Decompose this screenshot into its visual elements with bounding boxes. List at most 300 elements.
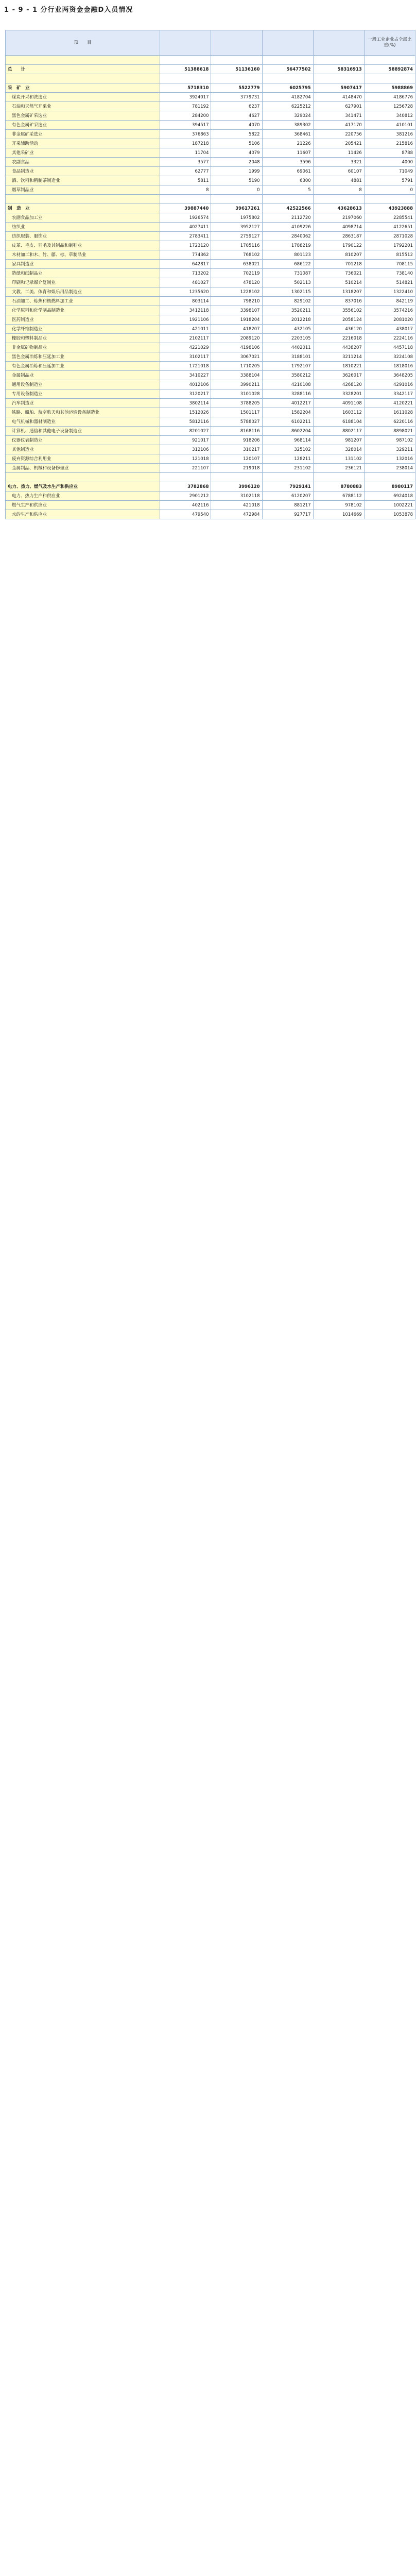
row-label-text: 造纸和纸制品业: [12, 270, 43, 276]
row-value: 2863187: [313, 232, 364, 241]
row-value: 927717: [262, 510, 313, 519]
row-value: 2759127: [211, 232, 262, 241]
row-value: 6102211: [262, 417, 313, 427]
row-label-text: 酒、饮料和精制茶制造业: [12, 178, 60, 183]
row-value: 410101: [364, 121, 415, 130]
row-value: 1918204: [211, 315, 262, 325]
row-value: 5907417: [313, 83, 364, 93]
row-label-text: 金属制品、机械和设备修理业: [12, 465, 69, 471]
row-label: [6, 510, 160, 519]
row-label: [6, 445, 160, 454]
row-value: 340812: [364, 111, 415, 121]
row-label-text: 非金属矿物制品业: [12, 345, 47, 350]
row-label-text: 医药制造业: [12, 317, 34, 323]
row-value: 2216018: [313, 334, 364, 343]
table-row: [6, 306, 415, 315]
row-value: 829102: [262, 297, 313, 306]
row-label-text: 石油和天然气开采业: [12, 104, 51, 109]
row-value: [364, 74, 415, 83]
row-value: 381216: [364, 130, 415, 139]
table-row: [6, 399, 415, 408]
row-value: 774362: [160, 250, 211, 260]
row-value: 3102117: [160, 352, 211, 362]
row-label: [6, 427, 160, 436]
row-value: 3990211: [211, 380, 262, 389]
row-value: 2112720: [262, 213, 313, 223]
row-value: 1002221: [364, 501, 415, 510]
row-value: 3410227: [160, 371, 211, 380]
table-row: [6, 315, 415, 325]
row-label-text: 其他制造业: [12, 447, 34, 452]
row-value: 987102: [364, 436, 415, 445]
row-value: 3596: [262, 158, 313, 167]
row-value: 3328201: [313, 389, 364, 399]
row-value: 502113: [262, 278, 313, 287]
row-value: 312106: [160, 445, 211, 454]
row-label: [6, 260, 160, 269]
row-value: 3288116: [262, 389, 313, 399]
row-label: [6, 250, 160, 260]
row-value: 8898021: [364, 427, 415, 436]
row-label-text: 煤炭开采和洗选业: [12, 94, 47, 100]
row-value: 2197060: [313, 213, 364, 223]
row-value: 329211: [364, 445, 415, 454]
row-value: 842119: [364, 297, 415, 306]
row-value: 1788219: [262, 241, 313, 250]
row-label: [6, 343, 160, 352]
row-value: 686122: [262, 260, 313, 269]
table-row: [6, 343, 415, 352]
row-value: [160, 473, 211, 482]
row-value: 5788027: [211, 417, 262, 427]
row-label-text: 农副食品加工业: [12, 215, 43, 221]
row-label: [6, 482, 160, 492]
row-value: 3342117: [364, 389, 415, 399]
row-value: 8168116: [211, 427, 262, 436]
row-value: 638021: [211, 260, 262, 269]
table-group-row: [6, 482, 415, 492]
table-row: [6, 158, 415, 167]
table-row: [6, 111, 415, 121]
row-label-text: 黑色金属冶炼和压延加工业: [12, 354, 65, 360]
row-value: 4186776: [364, 93, 415, 102]
row-label: [6, 83, 160, 93]
table-row: [6, 167, 415, 176]
row-value: 2871028: [364, 232, 415, 241]
row-value: 376863: [160, 130, 211, 139]
row-value: 4012217: [262, 399, 313, 408]
column-header: [211, 30, 262, 56]
row-value: 3802114: [160, 399, 211, 408]
row-value: 6120207: [262, 492, 313, 501]
table-row: [6, 334, 415, 343]
table-row: [6, 417, 415, 427]
row-label-text: 家具制造业: [12, 261, 34, 267]
table-row: [6, 445, 415, 454]
row-value: 121018: [160, 454, 211, 464]
row-value: 5812116: [160, 417, 211, 427]
table-row: [6, 269, 415, 278]
row-value: 418207: [211, 325, 262, 334]
row-value: [313, 473, 364, 482]
row-value: 1322410: [364, 287, 415, 297]
row-label-text: 制 造 业: [8, 206, 30, 211]
row-value: 389302: [262, 121, 313, 130]
row-label: [6, 93, 160, 102]
row-label: [6, 436, 160, 445]
row-value: 921017: [160, 436, 211, 445]
row-label-text: 橡胶和塑料制品业: [12, 335, 47, 341]
row-value: 2783411: [160, 232, 211, 241]
row-label: [6, 371, 160, 380]
row-label-text: 农副食品: [12, 159, 30, 165]
row-value: 402116: [160, 501, 211, 510]
row-label: [6, 158, 160, 167]
row-value: 3398107: [211, 306, 262, 315]
row-label: [6, 501, 160, 510]
row-value: 6924018: [364, 492, 415, 501]
row-value: 341471: [313, 111, 364, 121]
row-label: [6, 408, 160, 417]
row-label: [6, 204, 160, 213]
row-value: 51136160: [211, 65, 262, 74]
row-value: 801123: [262, 250, 313, 260]
row-value: 4182704: [262, 93, 313, 102]
row-value: 514821: [364, 278, 415, 287]
row-label: [6, 74, 160, 83]
row-value: 329024: [262, 111, 313, 121]
row-value: 132016: [364, 454, 415, 464]
row-value: 4079: [211, 148, 262, 158]
row-value: 5: [262, 185, 313, 195]
row-label-text: 文教、工美、体育和娱乐用品制造业: [12, 289, 82, 295]
table-row: [6, 223, 415, 232]
row-value: 368461: [262, 130, 313, 139]
row-value: 3188101: [262, 352, 313, 362]
row-value: 417170: [313, 121, 364, 130]
row-label: [6, 176, 160, 185]
row-value: 432105: [262, 325, 313, 334]
row-value: 42522566: [262, 204, 313, 213]
row-label: [6, 362, 160, 371]
row-value: 798210: [211, 297, 262, 306]
row-label: [6, 278, 160, 287]
row-value: 815512: [364, 250, 415, 260]
row-label-text: 开采辅助活动: [12, 141, 39, 146]
row-value: 3211214: [313, 352, 364, 362]
row-value: 58892874: [364, 65, 415, 74]
row-value: 2901212: [160, 492, 211, 501]
row-value: 131102: [313, 454, 364, 464]
row-value: 978102: [313, 501, 364, 510]
row-value: 1318207: [313, 287, 364, 297]
table-row: [6, 427, 415, 436]
row-label-text: 电力、热力、燃气及水生产和供应业: [8, 484, 78, 489]
row-label-text: 汽车制造业: [12, 400, 34, 406]
table-group-row: [6, 204, 415, 213]
row-value: 3952127: [211, 223, 262, 232]
row-value: [211, 74, 262, 83]
row-value: 39617261: [211, 204, 262, 213]
row-label-text: 石油加工、炼焦和核燃料加工业: [12, 298, 74, 304]
row-value: 231102: [262, 464, 313, 473]
row-value: 1710205: [211, 362, 262, 371]
row-value: 3520211: [262, 306, 313, 315]
row-value: [364, 56, 415, 65]
table-row: [6, 464, 415, 473]
table-row: [6, 362, 415, 371]
row-label: [6, 148, 160, 158]
row-value: 238014: [364, 464, 415, 473]
row-value: 738140: [364, 269, 415, 278]
row-value: 421018: [211, 501, 262, 510]
row-label-text: 计算机、通信和其他电子设备制造业: [12, 428, 82, 434]
row-value: 236121: [313, 464, 364, 473]
row-value: 713202: [160, 269, 211, 278]
row-value: 803114: [160, 297, 211, 306]
row-value: 436120: [313, 325, 364, 334]
row-value: 6237: [211, 102, 262, 111]
row-value: 5106: [211, 139, 262, 148]
row-value: 4070: [211, 121, 262, 130]
row-value: 4012106: [160, 380, 211, 389]
table-row: [6, 297, 415, 306]
row-value: 1582204: [262, 408, 313, 417]
row-value: 3779731: [211, 93, 262, 102]
row-value: 5190: [211, 176, 262, 185]
row-value: 6225212: [262, 102, 313, 111]
row-label-text: 废弃资源综合利用业: [12, 456, 51, 462]
row-value: 627901: [313, 102, 364, 111]
row-value: [262, 473, 313, 482]
row-value: 3580212: [262, 371, 313, 380]
table-row: [6, 250, 415, 260]
row-value: 11426: [313, 148, 364, 158]
table-row: [6, 389, 415, 399]
row-value: 3577: [160, 158, 211, 167]
row-value: 5822: [211, 130, 262, 139]
row-label-text: 烟草制品业: [12, 187, 34, 193]
row-value: 284200: [160, 111, 211, 121]
row-value: 11607: [262, 148, 313, 158]
row-value: 205421: [313, 139, 364, 148]
row-value: 3120217: [160, 389, 211, 399]
row-value: 2012218: [262, 315, 313, 325]
row-value: 837016: [313, 297, 364, 306]
row-value: 2089120: [211, 334, 262, 343]
row-value: [313, 56, 364, 65]
row-value: 3782868: [160, 482, 211, 492]
row-label: [6, 334, 160, 343]
row-value: 43923888: [364, 204, 415, 213]
row-value: 6300: [262, 176, 313, 185]
row-label: [6, 473, 160, 482]
row-value: 60107: [313, 167, 364, 176]
row-value: 1501117: [211, 408, 262, 417]
row-label: [6, 352, 160, 362]
row-value: 56477502: [262, 65, 313, 74]
row-value: [262, 195, 313, 204]
row-value: 69061: [262, 167, 313, 176]
row-value: 3788205: [211, 399, 262, 408]
row-value: 51388618: [160, 65, 211, 74]
table-row: [6, 241, 415, 250]
row-value: [364, 195, 415, 204]
row-value: 6220116: [364, 417, 415, 427]
row-value: 1053878: [364, 510, 415, 519]
row-value: 4438207: [313, 343, 364, 352]
table-row: [6, 371, 415, 380]
table-spacer-row: [6, 473, 415, 482]
row-value: 3626017: [313, 371, 364, 380]
row-value: 120107: [211, 454, 262, 464]
row-label-text: 食品制造业: [12, 168, 34, 174]
row-label: [6, 185, 160, 195]
column-header: [313, 30, 364, 56]
row-value: [160, 74, 211, 83]
row-value: 6788112: [313, 492, 364, 501]
row-value: [262, 56, 313, 65]
row-value: 43628613: [313, 204, 364, 213]
row-value: 478120: [211, 278, 262, 287]
row-value: 4098714: [313, 223, 364, 232]
row-value: 4457118: [364, 343, 415, 352]
row-value: 1705116: [211, 241, 262, 250]
row-value: 4120221: [364, 399, 415, 408]
row-value: 702119: [211, 269, 262, 278]
column-header: [262, 30, 313, 56]
row-value: 128211: [262, 454, 313, 464]
table-row: [6, 352, 415, 362]
row-value: 219018: [211, 464, 262, 473]
row-label-text: 皮革、毛皮、羽毛及其制品和制鞋业: [12, 243, 82, 248]
table-row: [6, 130, 415, 139]
row-value: [211, 473, 262, 482]
row-value: 215816: [364, 139, 415, 148]
row-value: 3924017: [160, 93, 211, 102]
row-value: 1792201: [364, 241, 415, 250]
row-value: 701218: [313, 260, 364, 269]
row-value: 5522779: [211, 83, 262, 93]
row-value: 8980117: [364, 482, 415, 492]
row-value: 5811: [160, 176, 211, 185]
table-row: [6, 260, 415, 269]
row-label-text: 铁路、船舶、航空航天和其他运输设备制造业: [12, 410, 100, 415]
row-value: 4881: [313, 176, 364, 185]
table-row: [6, 454, 415, 464]
row-label-text: 纺织服装、服饰业: [12, 233, 47, 239]
row-value: 8201027: [160, 427, 211, 436]
row-value: [364, 473, 415, 482]
row-label: [6, 287, 160, 297]
row-value: 4402011: [262, 343, 313, 352]
row-value: 0: [211, 185, 262, 195]
row-value: 918206: [211, 436, 262, 445]
table-row: [6, 185, 415, 195]
row-label-text: 有色金属冶炼和压延加工业: [12, 363, 65, 369]
table-group-row: [6, 65, 415, 74]
row-value: 187218: [160, 139, 211, 148]
row-value: 3648205: [364, 371, 415, 380]
row-label: [6, 269, 160, 278]
row-value: 1723120: [160, 241, 211, 250]
row-label: [6, 56, 160, 65]
column-header: 项 目: [6, 30, 160, 56]
row-value: 881217: [262, 501, 313, 510]
table-row: [6, 501, 415, 510]
row-value: 3574216: [364, 306, 415, 315]
row-label-text: 水的生产和供应业: [12, 512, 47, 517]
row-value: 4268120: [313, 380, 364, 389]
row-value: 39887440: [160, 204, 211, 213]
row-value: 1256728: [364, 102, 415, 111]
row-value: 21226: [262, 139, 313, 148]
table-row: [6, 492, 415, 501]
row-value: 1235620: [160, 287, 211, 297]
row-label: [6, 111, 160, 121]
table-row: [6, 232, 415, 241]
row-value: 328014: [313, 445, 364, 454]
row-value: 481027: [160, 278, 211, 287]
row-value: 7929141: [262, 482, 313, 492]
row-label: [6, 223, 160, 232]
row-label-text: 专用设备制造业: [12, 391, 43, 397]
row-value: 8602204: [262, 427, 313, 436]
row-value: 3321: [313, 158, 364, 167]
row-label: [6, 380, 160, 389]
row-label: [6, 389, 160, 399]
row-value: 1926574: [160, 213, 211, 223]
row-value: [211, 56, 262, 65]
row-label: [6, 464, 160, 473]
column-header: 一般工业企业占全部比重(%): [364, 30, 415, 56]
row-value: 4027411: [160, 223, 211, 232]
row-value: 5791: [364, 176, 415, 185]
row-label-text: 纺织业: [12, 224, 25, 230]
table-row: [6, 380, 415, 389]
row-value: 1014669: [313, 510, 364, 519]
row-label: [6, 102, 160, 111]
statistics-table: [5, 30, 415, 519]
row-value: 5988869: [364, 83, 415, 93]
table-body: [6, 56, 415, 519]
row-label-text: 黑色金属矿采选业: [12, 113, 47, 118]
table-row: [6, 408, 415, 417]
row-value: 3102118: [211, 492, 262, 501]
row-value: 642817: [160, 260, 211, 269]
row-value: 479540: [160, 510, 211, 519]
row-value: [160, 195, 211, 204]
table-header-row: [6, 30, 415, 56]
row-value: 3412118: [160, 306, 211, 315]
row-label-text: 通用设备制造业: [12, 382, 43, 387]
row-value: [211, 195, 262, 204]
row-value: 510214: [313, 278, 364, 287]
row-label-text: 化学原料和化学制品制造业: [12, 308, 65, 313]
row-value: 11704: [160, 148, 211, 158]
row-label-text: 印刷和记录媒介复制业: [12, 280, 56, 285]
row-value: 2224116: [364, 334, 415, 343]
table-row: [6, 213, 415, 223]
table-row: [6, 510, 415, 519]
row-value: 1603112: [313, 408, 364, 417]
row-value: 4000: [364, 158, 415, 167]
row-label: [6, 130, 160, 139]
table-spacer-row: [6, 56, 415, 65]
table-row: [6, 139, 415, 148]
row-value: 3101028: [211, 389, 262, 399]
row-label: [6, 306, 160, 315]
